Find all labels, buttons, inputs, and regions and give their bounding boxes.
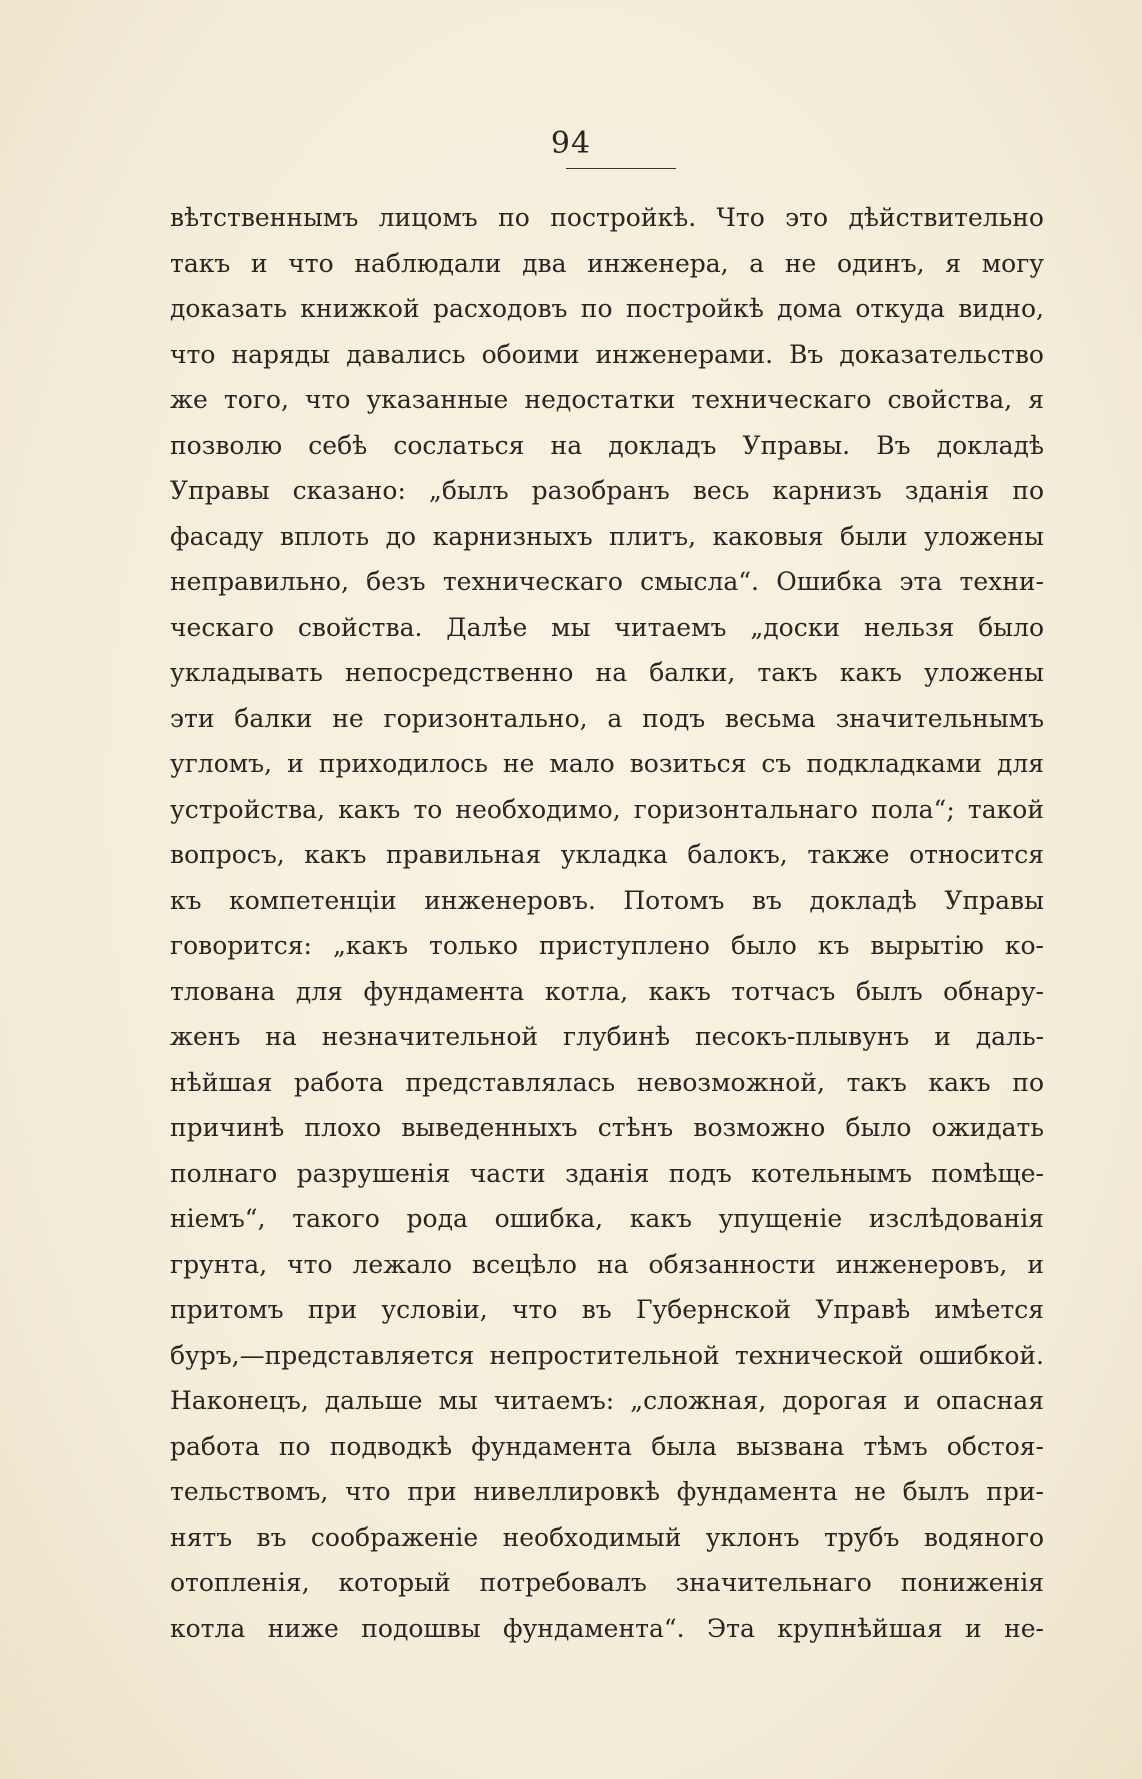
text-line: устройства, какъ то необходимо, горизонтальнаго пола“; такой [170,794,1044,824]
text-line: полнаго разрушенія части зданія подъ котельнымъ помѣще- [170,1158,1044,1188]
text-line: къ компетенціи инженеровъ. Потомъ въ докладѣ Управы [170,885,1044,915]
page-number-rule [566,168,676,169]
text-line: тельствомъ, что при нивеллировкѣ фундамента не былъ при- [170,1477,1044,1506]
text-line: Наконецъ, дальше мы читаемъ: „сложная, дорогая и опасная [170,1386,1044,1415]
text-line: грунта, что лежало всецѣло на обязанности инженеровъ, и [170,1249,1044,1279]
text-line: женъ на незначительной глубинѣ песокъ-плывунъ и даль- [170,1022,1044,1051]
text-line: отопленія, который потребовалъ значительнаго пониженія [170,1568,1044,1597]
text-line: ческаго свойства. Далѣе мы читаемъ „доски нельзя было [170,612,1044,642]
text-line: вѣтственнымъ лицомъ по постройкѣ. Что это дѣйствительно [170,203,1044,232]
text-line: же того, что указанные недостатки техническаго свойства, я [170,385,1044,414]
text-line: Управы сказано: „былъ разобранъ весь карнизъ зданія по [170,476,1044,505]
text-line: доказать книжкой расходовъ по постройкѣ дома откуда видно, [170,294,1044,323]
text-line: ніемъ“, такого рода ошибка, какъ упущеніе изслѣдованія [170,1204,1044,1233]
text-line: нѣйшая работа представлялась невозможной, такъ какъ по [170,1067,1044,1097]
text-line: неправильно, безъ техническаго смысла“. Ошибка эта техни- [170,567,1044,596]
text-line: фасаду вплоть до карнизныхъ плитъ, каковыя были уложены [170,521,1044,551]
body-text [170,195,1044,1651]
text-line: говорится: „какъ только приступлено было къ вырытію ко- [170,931,1044,960]
text-line: причинѣ плохо выведенныхъ стѣнъ возможно было ожидать [170,1113,1044,1142]
text-line: такъ и что наблюдали два инженера, а не одинъ, я могу [170,248,1044,278]
text-line: тлована для фундамента котла, какъ тотчасъ былъ обнару- [170,976,1044,1006]
text-line: укладывать непосредственно на балки, такъ какъ уложены [170,658,1044,687]
text-line: что наряды давались обоими инженерами. Въ доказательство [170,339,1044,369]
text-line: позволю себѣ сослаться на докладъ Управы. Въ докладѣ [170,430,1044,460]
text-line: буръ,—представляется непростительной технической ошибкой. [170,1340,1044,1370]
text-line: притомъ при условіи, что въ Губернской Управѣ имѣется [170,1295,1044,1324]
text-line: эти балки не горизонтально, а подъ весьма значительнымъ [170,703,1044,733]
text-line: вопросъ, какъ правильная укладка балокъ, также относится [170,840,1044,869]
text-line: работа по подводкѣ фундамента была вызвана тѣмъ обстоя- [170,1431,1044,1461]
page-number: 94 [550,126,592,161]
text-line: котла ниже подошвы фундамента“. Эта крупнѣйшая и не- [170,1613,1044,1643]
text-line: нятъ въ соображеніе необходимый уклонъ трубъ водяного [170,1522,1044,1552]
text-line: угломъ, и приходилось не мало возиться съ подкладками для [170,749,1044,778]
